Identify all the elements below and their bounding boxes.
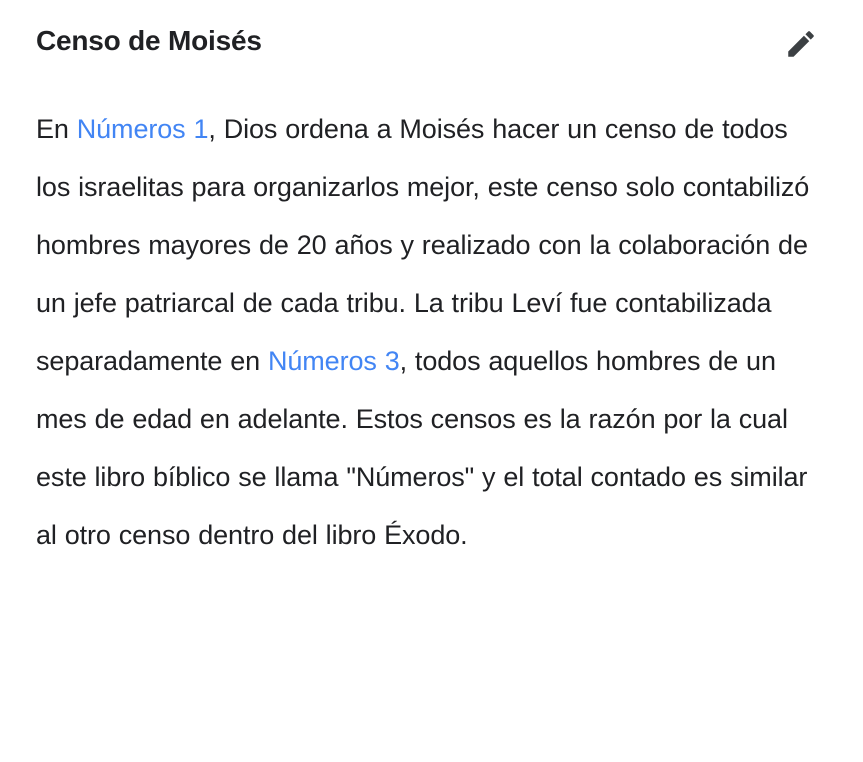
body-text-3: , todos aquellos hombres de un mes de edad en adelante. Estos censos es la razón por la cual este libro bíblico se llama "Números" y el total contado es similar al otro censo dentro del libro Éxodo. [36,346,808,550]
scripture-link-numeros-3[interactable]: Números 3 [267,346,400,376]
left-margin-strip [0,0,10,762]
page-title: Censo de Moisés [36,25,262,56]
body-text-1: En [36,114,77,144]
document-header [36,22,827,70]
body-text-2: , Dios ordena a Moisés hacer un censo de todos los israelitas para organizarlos mejor, este censo solo contabilizó hombres mayores de 20 años y realizado con la colaboración de un jefe patriarcal de cada tribu. La tribu Leví fue contabilizada separadamente en [36,114,810,376]
scripture-link-numeros-1[interactable]: Números 1 [76,114,209,144]
article-body [36,100,827,564]
edit-button[interactable] [779,22,823,66]
pencil-edit-icon [784,27,818,61]
bottom-spacer [0,740,863,762]
